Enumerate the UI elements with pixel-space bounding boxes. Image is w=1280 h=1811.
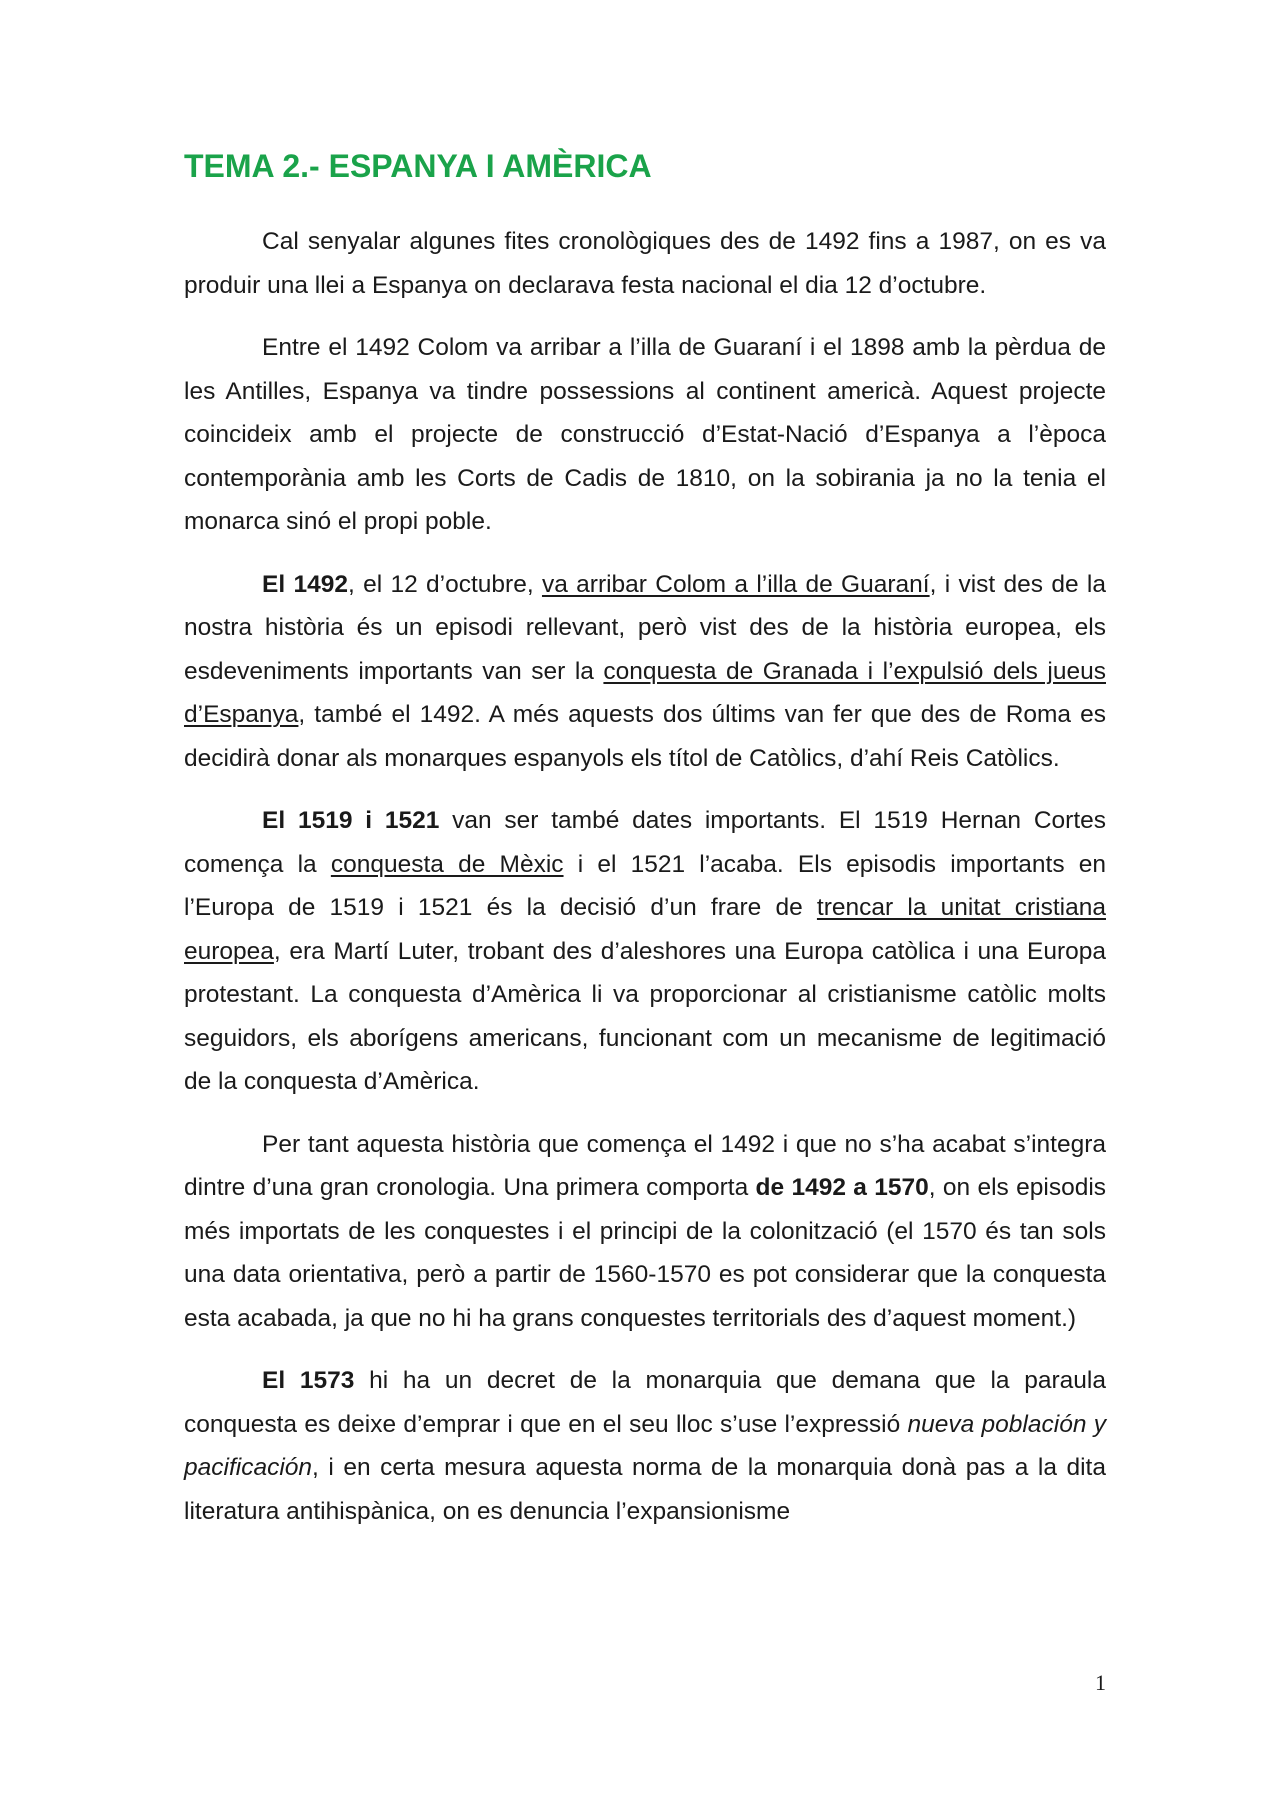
underlined-phrase: trencar la unitat cristiana europea: [184, 894, 1106, 965]
underlined-phrase: conquesta de Granada i l’expulsió dels jueus d’Espanya: [184, 657, 1106, 728]
italic-phrase: nueva población y pacificación: [184, 1410, 1106, 1481]
paragraph: [184, 799, 1106, 1104]
paragraph: [184, 1359, 1106, 1533]
text-run: Per tant aquesta història que comença el 1492 i que no s’ha acabat s’integra dintre d’una gran cronologia. Una primera comporta: [184, 1130, 1106, 1201]
document-title: TEMA 2.- ESPANYA I AMÈRICA: [184, 148, 652, 184]
paragraph: [184, 1123, 1106, 1341]
text-run: , era Martí Luter, trobant des d’aleshores una Europa catòlica i una Europa protestant. La conquesta d’Amèrica li va proporcionar al cristianisme catòlic molts seguidors, els aborígens americans, funcionant com un mecanisme de legitimació de la conquesta d’Amèrica.: [184, 937, 1106, 1095]
text-run: , i vist des de la nostra història és un episodi rellevant, però vist des de la història europea, els esdeveniments importants van ser la: [184, 570, 1106, 685]
text-run: van ser també dates importants. El 1519 Hernan Cortes comença la: [184, 807, 1107, 878]
paragraph: [184, 220, 1106, 307]
text-run: , també el 1492. A més aquests dos últims van fer que des de Roma es decidirà donar als monarques espanyols els títol de Catòlics, d’ahí Reis Catòlics.: [184, 701, 1106, 772]
text-run: Entre el 1492 Colom va arribar a l’illa de Guaraní i el 1898 amb la pèrdua de les Antilles, Espanya va tindre possessions al continent americà. Aquest projecte coincideix amb el projecte de construcció d’Estat-Nació d’Espanya a l’època contemporània amb les Corts de Cadis de 1810, on la sobirania ja no la tenia el monarca sinó el propi poble.: [184, 334, 1106, 535]
document-body: [184, 220, 1106, 1552]
paragraph: [184, 326, 1106, 544]
paragraph: [184, 563, 1106, 781]
underlined-phrase: va arribar Colom a l’illa de Guaraní: [541, 570, 930, 598]
bold-date: El 1573: [262, 1367, 355, 1394]
bold-date: El 1492: [262, 570, 348, 598]
text-run: , on els episodis més importats de les conquestes i el principi de la colonització (el 1570 és tan sols una data orientativa, però a partir de 1560-1570 es pot considerar que la conquesta esta acabada, ja que no hi ha grans conquestes territorials des d’aquest moment.): [184, 1174, 1107, 1332]
page-number: 1: [1095, 1670, 1106, 1695]
text-run: , i en certa mesura aquesta norma de la monarquia donà pas a la dita literatura antihispànica, on es denuncia l’expansionisme: [184, 1454, 1106, 1525]
text-run: hi ha un decret de la monarquia que demana que la paraula conquesta es deixe d’emprar i que en el seu lloc s’use l’expressió: [184, 1367, 1106, 1438]
bold-date: El 1519 i 1521: [262, 807, 440, 834]
bold-date: de 1492 a 1570: [755, 1174, 929, 1201]
text-run: Cal senyalar algunes fites cronològiques des de 1492 fins a 1987, on es va produir una llei a Espanya on declarava festa nacional el dia 12 d’octubre.: [184, 228, 1106, 299]
text-run: , el 12 d’octubre,: [347, 570, 542, 598]
text-run: i el 1521 l’acaba. Els episodis importants en l’Europa de 1519 i 1521 és la decisió d’un frare de: [184, 850, 1107, 921]
underlined-phrase: conquesta de Mèxic: [330, 850, 564, 878]
